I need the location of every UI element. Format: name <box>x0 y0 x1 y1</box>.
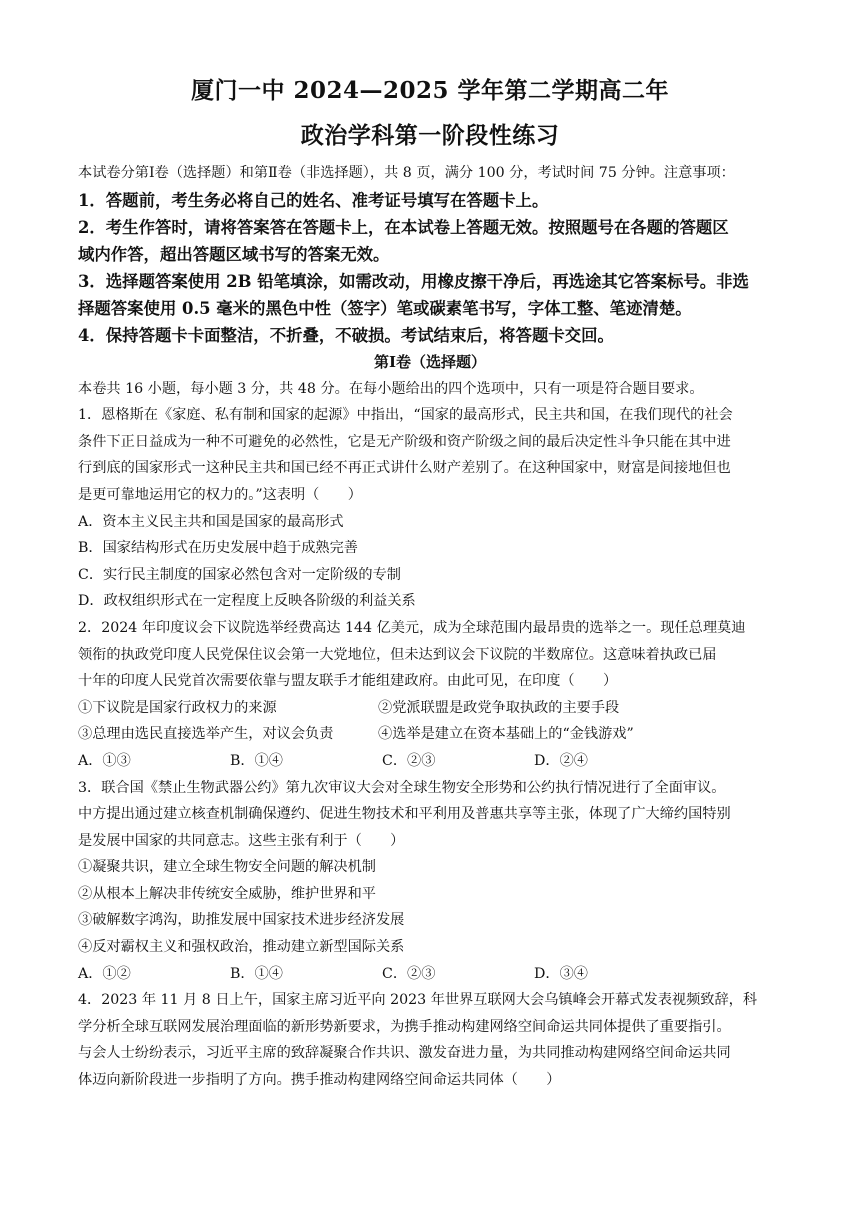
question-2 <box>78 615 782 775</box>
option-a: A．①③ <box>78 752 131 769</box>
note-1: 1．答题前，考生务必将自己的姓名、准考证号填写在答题卡上。 <box>78 190 549 210</box>
question-3 <box>78 775 782 988</box>
options-row <box>78 961 782 988</box>
statement-row <box>78 695 782 722</box>
note-3: 3．选择题答案使用 2B 铅笔填涂，如需改动，用橡皮擦干净后，再选途其它答案标号。非选 <box>78 271 749 291</box>
question-1 <box>78 402 782 615</box>
question-stem-line: 十年的印度人民党首次需要依靠与盟友联手才能组建政府。由此可见，在印度（ ） <box>78 673 618 690</box>
section-instructions: 本卷共 16 小题，每小题 3 分，共 48 分。在每小题给出的四个选项中，只有一项是符合题目要求。 <box>78 380 704 397</box>
statement-1: ①下议院是国家行政权力的来源 <box>78 699 277 716</box>
statement-4: ④选举是建立在资本基础上的“金钱游戏” <box>378 726 634 743</box>
note-2-cont: 域内作答，超出答题区域书写的答案无效。 <box>78 244 390 264</box>
question-stem-line: 中方提出通过建立核查机制确保遵约、促进生物技术和平利用及普惠共享等主张，体现了广大缔约国特别 <box>78 806 731 823</box>
question-stem-line: 条件下正日益成为一种不可避免的必然性，它是无产阶级和资产阶级之间的最后决定性斗争只能在其中进 <box>78 433 731 450</box>
question-stem-line: 学分析全球互联网发展治理面临的新形势新要求，为携手推动构建网络空间命运共同体提供了重要指引。 <box>78 1018 731 1035</box>
option-b: B．国家结构形式在历史发展中趋于成熟完善 <box>78 540 358 557</box>
exam-title: 厦门一中 2024—2025 学年第二学期高二年 <box>190 77 670 104</box>
statement-1: ①凝聚共识，建立全球生物安全问题的解决机制 <box>78 859 376 876</box>
intro-text: 本试卷分第Ⅰ卷（选择题）和第Ⅱ卷（非选择题），共 8 页，满分 100 分，考试时间 75 分钟。注意事项： <box>78 165 735 181</box>
option-d: D．②④ <box>534 752 588 769</box>
exam-subtitle: 政治学科第一阶段性练习 <box>300 122 560 149</box>
option-a: A．资本主义民主共和国是国家的最高形式 <box>78 513 344 530</box>
statement-2: ②党派联盟是政党争取执政的主要手段 <box>378 699 620 716</box>
option-b: B．①④ <box>230 752 283 769</box>
note-4: 4．保持答题卡卡面整洁，不折叠，不破损。考试结束后，将答题卡交回。 <box>78 325 614 345</box>
section-title: 第Ⅰ卷（选择题） <box>373 352 487 371</box>
question-stem-line: 体迈向新阶段进一步指明了方向。携手推动构建网络空间命运共同体（ ） <box>78 1072 561 1089</box>
statement-row <box>78 721 782 748</box>
question-stem-line: 1．恩格斯在《家庭、私有制和国家的起源》中指出，“国家的最高形式，民主共和国，在我们现代的社会 <box>78 407 733 424</box>
question-4 <box>78 987 782 1093</box>
options-row <box>78 748 782 775</box>
question-stem-line: 3．联合国《禁止生物武器公约》第九次审议大会对全球生物安全形势和公约执行情况进行了全面审议。 <box>78 779 726 796</box>
question-stem-line: 行到底的国家形式一这种民主共和国已经不再正式讲什么财产差别了。在这种国家中，财富是间接地但也 <box>78 460 731 477</box>
option-c: C．②③ <box>382 965 436 982</box>
question-stem-line: 与会人士纷纷表示，习近平主席的致辞凝聚合作共识、激发奋进力量，为共同推动构建网络空间命运共同 <box>78 1045 731 1062</box>
question-stem-line: 4．2023 年 11 月 8 日上午，国家主席习近平向 2023 年世界互联网大会乌镇峰会开幕式发表视频致辞，科 <box>78 992 758 1009</box>
question-stem-line: 2．2024 年印度议会下议院选举经费高达 144 亿美元，成为全球范围内最昂贵的选举之一。现任总理莫迪 <box>78 619 746 636</box>
option-d: D．③④ <box>534 965 588 982</box>
exam-content <box>78 160 782 1094</box>
note-3-cont: 择题答案使用 0.5 毫米的黑色中性（签字）笔或碳素笔书写，字体工整、笔迹清楚。 <box>78 298 692 318</box>
option-c: C．实行民主制度的国家必然包含对一定阶级的专制 <box>78 566 401 583</box>
option-d: D．政权组织形式在一定程度上反映各阶级的利益关系 <box>78 593 416 610</box>
notes-list <box>78 187 782 349</box>
question-stem-line: 领衔的执政党印度人民党保住议会第一大党地位，但未达到议会下议院的半数席位。这意味着执政已届 <box>78 646 717 663</box>
statement-3: ③破解数字鸿沟，助推发展中国家技术进步经济发展 <box>78 912 405 929</box>
option-a: A．①② <box>78 965 131 982</box>
statement-3: ③总理由选民直接选举产生，对议会负责 <box>78 726 334 743</box>
question-stem-line: 是更可靠地运用它的权力的。”这表明（ ） <box>78 486 362 503</box>
statement-4: ④反对霸权主义和强权政治，推动建立新型国际关系 <box>78 939 405 956</box>
option-b: B．①④ <box>230 965 283 982</box>
option-c: C．②③ <box>382 752 436 769</box>
question-stem-line: 是发展中国家的共同意志。这些主张有利于（ ） <box>78 832 405 849</box>
note-2: 2．考生作答时，请将答案答在答题卡上，在本试卷上答题无效。按照题号在各题的答题区 <box>78 217 729 237</box>
statement-2: ②从根本上解决非传统安全威胁，维护世界和平 <box>78 885 376 902</box>
